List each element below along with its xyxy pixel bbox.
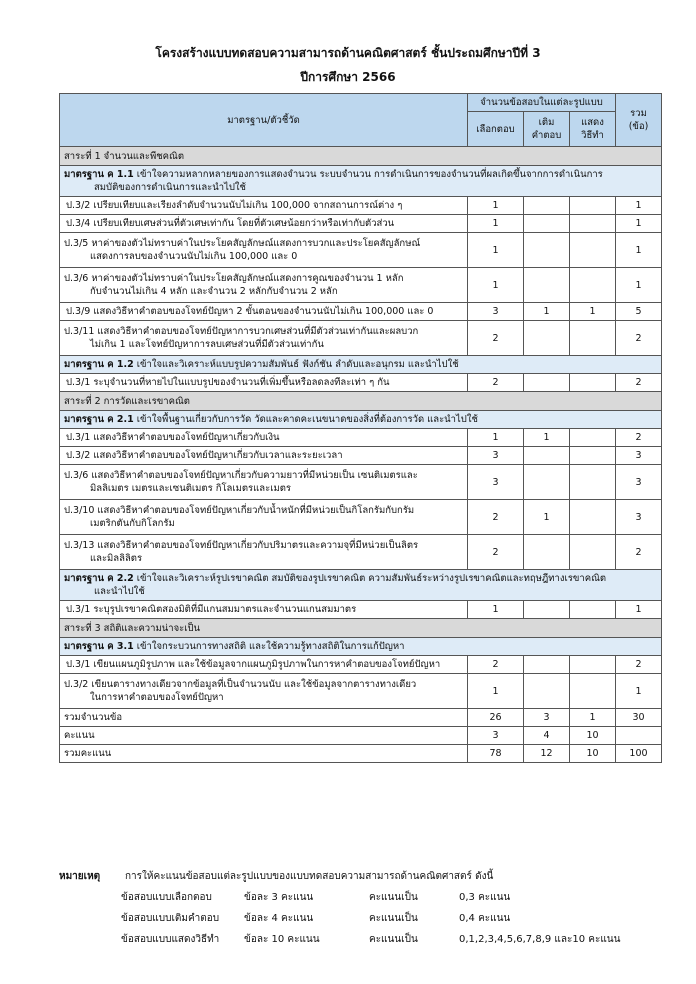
total-count: 1 <box>616 674 662 709</box>
total-count: 1 <box>616 601 662 619</box>
total-count: 5 <box>616 303 662 321</box>
multiple-choice-count: 2 <box>468 535 524 570</box>
indicator-row <box>60 374 662 392</box>
indicator-text <box>60 674 468 709</box>
fill-answer-count: 1 <box>524 303 570 321</box>
total-count: 1 <box>616 233 662 268</box>
show-work-count <box>570 447 616 465</box>
strand-row <box>60 147 662 166</box>
multiple-choice-count: 2 <box>468 374 524 392</box>
show-work-count <box>570 233 616 268</box>
multiple-choice-count: 1 <box>468 233 524 268</box>
standard-code: มาตรฐาน ค 3.1 <box>64 641 134 652</box>
question-type: ข้อสอบแบบแสดงวิธีทำ <box>121 934 220 945</box>
total-count: 1 <box>616 197 662 215</box>
fill-answer-count <box>524 674 570 709</box>
summary-row <box>60 727 662 745</box>
header-fill-line2: คำตอบ <box>531 130 562 141</box>
total-count: 3 <box>616 447 662 465</box>
test-structure-table <box>59 93 662 763</box>
notes-scoring-row <box>59 908 669 929</box>
indicator-text <box>60 374 468 392</box>
standard-code: มาตรฐาน ค 1.1 <box>64 169 134 180</box>
indicator-text-line1: ป.3/4 เปรียบเทียบเศษส่วนที่ตัวเศษเท่ากัน โดยที่ตัวเศษน้อยกว่าหรือเท่ากับตัวส่วน <box>66 218 395 229</box>
indicator-row <box>60 500 662 535</box>
indicator-text-line1: ป.3/6 หาค่าของตัวไม่ทราบค่าในประโยคสัญลักษณ์แสดงการคูณของจำนวน 1 หลัก <box>64 273 404 284</box>
indicator-text-line2: และมิลลิลิตร <box>90 553 143 564</box>
header-multiple-choice: เลือกตอบ <box>468 112 524 147</box>
strand-row <box>60 392 662 411</box>
indicator-text-line1: ป.3/1 แสดงวิธีหาคำตอบของโจทย์ปัญหาเกี่ยวกับเงิน <box>66 432 280 443</box>
fill-answer-count: 1 <box>524 429 570 447</box>
header-show-line2: วิธีทำ <box>581 130 604 141</box>
indicator-row <box>60 303 662 321</box>
total-count: 3 <box>616 500 662 535</box>
score-label: คะแนนเป็น <box>369 913 418 924</box>
indicator-text <box>60 465 468 500</box>
standard-description <box>60 166 662 197</box>
indicator-text-line1: ป.3/5 หาค่าของตัวไม่ทราบค่าในประโยคสัญลักษณ์แสดงการบวกและประโยคสัญลักษณ์ <box>64 238 421 249</box>
indicator-text <box>60 447 468 465</box>
standard-text-line2: และนำไปใช้ <box>94 586 145 597</box>
standard-row <box>60 166 662 197</box>
notes-heading: หมายเหตุ <box>59 871 101 882</box>
indicator-text <box>60 268 468 303</box>
indicator-text-line1: ป.3/1 ระบุจำนวนที่หายไปในแบบรูปของจำนวนที่เพิ่มขึ้นหรือลดลงทีละเท่า ๆ กัน <box>66 377 390 388</box>
header-item-count-group: จำนวนข้อสอบในแต่ละรูปแบบ <box>468 94 616 112</box>
multiple-choice-count: 1 <box>468 674 524 709</box>
header-total-line2: (ข้อ) <box>628 121 649 132</box>
header-fill-line1: เติม <box>538 117 555 128</box>
summary-row <box>60 745 662 763</box>
strand-label: สาระที่ 3 สถิติและความน่าจะเป็น <box>60 619 662 638</box>
total-count: 2 <box>616 374 662 392</box>
summary-row <box>60 709 662 727</box>
multiple-choice-count: 1 <box>468 215 524 233</box>
fill-answer-count: 1 <box>524 500 570 535</box>
notes-section <box>59 866 669 950</box>
summary-show-work: 10 <box>570 745 616 763</box>
multiple-choice-count: 1 <box>468 268 524 303</box>
show-work-count <box>570 197 616 215</box>
standard-text-line2: สมบัติของการดำเนินการและนำไปใช้ <box>94 182 246 193</box>
summary-total: 100 <box>616 745 662 763</box>
header-total <box>616 94 662 147</box>
standard-text-line1: เข้าใจและวิเคราะห์รูปเรขาคณิต สมบัติของรูปเรขาคณิต ความสัมพันธ์ระหว่างรูปเรขาคณิตและทฤษฎีทางเรขาคณิต <box>133 573 607 584</box>
notes-scoring-row <box>59 887 669 908</box>
standard-row <box>60 411 662 429</box>
page-title: โครงสร้างแบบทดสอบความสามารถด้านคณิตศาสตร์ ชั้นประถมศึกษาปีที่ 3 <box>155 46 541 60</box>
show-work-count <box>570 268 616 303</box>
indicator-text <box>60 321 468 356</box>
indicator-text <box>60 233 468 268</box>
indicator-text <box>60 535 468 570</box>
standard-text-line1: เข้าใจและวิเคราะห์แบบรูปความสัมพันธ์ ฟังก์ชัน ลำดับและอนุกรม และนำไปใช้ <box>133 359 459 370</box>
strand-label: สาระที่ 2 การวัดและเรขาคณิต <box>60 392 662 411</box>
summary-multiple-choice: 26 <box>468 709 524 727</box>
indicator-row <box>60 215 662 233</box>
total-count: 2 <box>616 321 662 356</box>
score-label: คะแนนเป็น <box>369 892 418 903</box>
show-work-count <box>570 500 616 535</box>
indicator-text <box>60 197 468 215</box>
multiple-choice-count: 3 <box>468 303 524 321</box>
multiple-choice-count: 2 <box>468 500 524 535</box>
score-values: 0,3 คะแนน <box>459 892 511 903</box>
header-fill-answer <box>524 112 570 147</box>
indicator-text-line1: ป.3/2 เปรียบเทียบและเรียงลำดับจำนวนนับไม่เกิน 100,000 จากสถานการณ์ต่าง ๆ <box>66 200 403 211</box>
fill-answer-count <box>524 447 570 465</box>
standard-description <box>60 411 662 429</box>
indicator-text <box>60 215 468 233</box>
total-count: 2 <box>616 429 662 447</box>
page-subtitle-year: ปีการศึกษา 2566 <box>300 70 396 84</box>
fill-answer-count <box>524 233 570 268</box>
multiple-choice-count: 3 <box>468 447 524 465</box>
indicator-text-line2: ไม่เกิน 1 และโจทย์ปัญหาการลบเศษส่วนที่มีตัวส่วนเท่ากัน <box>90 339 324 350</box>
fill-answer-count <box>524 601 570 619</box>
summary-label: คะแนน <box>60 727 468 745</box>
standard-row <box>60 570 662 601</box>
standard-code: มาตรฐาน ค 2.2 <box>64 573 134 584</box>
indicator-row <box>60 535 662 570</box>
fill-answer-count <box>524 268 570 303</box>
strand-label: สาระที่ 1 จำนวนและพีชคณิต <box>60 147 662 166</box>
standard-text-line1: เข้าใจพื้นฐานเกี่ยวกับการวัด วัดและคาดคะเนขนาดของสิ่งที่ต้องการวัด และนำไปใช้ <box>133 414 478 425</box>
summary-fill-answer: 12 <box>524 745 570 763</box>
question-type: ข้อสอบแบบเลือกตอบ <box>121 892 212 903</box>
standard-text-line1: เข้าใจความหลากหลายของการแสดงจำนวน ระบบจำนวน การดำเนินการของจำนวนที่ผลเกิดขึ้นจากการดำเนินการ <box>133 169 603 180</box>
standard-text-line1: เข้าใจกระบวนการทางสถิติ และใช้ความรู้ทางสถิติในการแก้ปัญหา <box>133 641 405 652</box>
indicator-text-line2: ในการหาคำตอบของโจทย์ปัญหา <box>90 692 224 703</box>
indicator-row <box>60 656 662 674</box>
total-count: 2 <box>616 656 662 674</box>
question-type: ข้อสอบแบบเติมคำตอบ <box>121 913 220 924</box>
fill-answer-count <box>524 197 570 215</box>
indicator-text-line1: ป.3/10 แสดงวิธีหาคำตอบของโจทย์ปัญหาเกี่ยวกับน้ำหนักที่มีหน่วยเป็นกิโลกรัมกับกรัม <box>64 505 415 516</box>
multiple-choice-count: 1 <box>468 429 524 447</box>
show-work-count <box>570 374 616 392</box>
indicator-text-line1: ป.3/11 แสดงวิธีหาคำตอบของโจทย์ปัญหาการบวกเศษส่วนที่มีตัวส่วนเท่ากันและผลบวก <box>64 326 419 337</box>
fill-answer-count <box>524 656 570 674</box>
indicator-text-line2: เมตริกตันกับกิโลกรัม <box>90 518 175 529</box>
indicator-text-line2: แสดงการลบของจำนวนนับไม่เกิน 100,000 และ 0 <box>90 251 298 262</box>
multiple-choice-count: 2 <box>468 321 524 356</box>
summary-show-work: 10 <box>570 727 616 745</box>
indicator-row <box>60 465 662 500</box>
score-label: คะแนนเป็น <box>369 934 418 945</box>
summary-show-work: 1 <box>570 709 616 727</box>
notes-intro: การให้คะแนนข้อสอบแต่ละรูปแบบของแบบทดสอบความสามารถด้านคณิตศาสตร์ ดังนี้ <box>125 871 494 882</box>
multiple-choice-count: 1 <box>468 601 524 619</box>
points-per-item: ข้อละ 10 คะแนน <box>244 934 320 945</box>
indicator-text-line2: มิลลิเมตร เมตรและเซนติเมตร กิโลเมตรและเมตร <box>90 483 291 494</box>
indicator-text-line1: ป.3/1 ระบุรูปเรขาคณิตสองมิติที่มีแกนสมมาตรและจำนวนแกนสมมาตร <box>66 604 357 615</box>
score-values: 0,1,2,3,4,5,6,7,8,9 และ10 คะแนน <box>459 934 621 945</box>
indicator-text-line1: ป.3/13 แสดงวิธีหาคำตอบของโจทย์ปัญหาเกี่ยวกับปริมาตรและความจุที่มีหน่วยเป็นลิตร <box>64 540 419 551</box>
indicator-text-line1: ป.3/9 แสดงวิธีหาคำตอบของโจทย์ปัญหา 2 ขั้นตอนของจำนวนนับไม่เกิน 100,000 และ 0 <box>66 306 434 317</box>
standard-code: มาตรฐาน ค 2.1 <box>64 414 134 425</box>
fill-answer-count <box>524 465 570 500</box>
indicator-row <box>60 447 662 465</box>
standard-description <box>60 356 662 374</box>
summary-fill-answer: 3 <box>524 709 570 727</box>
total-count: 2 <box>616 535 662 570</box>
indicator-row <box>60 601 662 619</box>
standard-code: มาตรฐาน ค 1.2 <box>64 359 134 370</box>
total-count: 1 <box>616 268 662 303</box>
summary-fill-answer: 4 <box>524 727 570 745</box>
standard-row <box>60 356 662 374</box>
score-values: 0,4 คะแนน <box>459 913 511 924</box>
indicator-text-line1: ป.3/2 แสดงวิธีหาคำตอบของโจทย์ปัญหาเกี่ยวกับเวลาและระยะเวลา <box>66 450 343 461</box>
fill-answer-count <box>524 321 570 356</box>
strand-row <box>60 619 662 638</box>
multiple-choice-count: 3 <box>468 465 524 500</box>
indicator-text <box>60 601 468 619</box>
indicator-text-line1: ป.3/2 เขียนตารางทางเดียวจากข้อมูลที่เป็นจำนวนนับ และใช้ข้อมูลจากตารางทางเดียว <box>64 679 417 690</box>
show-work-count <box>570 601 616 619</box>
indicator-row <box>60 268 662 303</box>
show-work-count <box>570 321 616 356</box>
indicator-text-line1: ป.3/1 เขียนแผนภูมิรูปภาพ และใช้ข้อมูลจากแผนภูมิรูปภาพในการหาคำตอบของโจทย์ปัญหา <box>66 659 441 670</box>
fill-answer-count <box>524 215 570 233</box>
show-work-count <box>570 656 616 674</box>
indicator-row <box>60 429 662 447</box>
indicator-row <box>60 233 662 268</box>
header-total-line1: รวม <box>630 108 647 119</box>
indicator-text <box>60 656 468 674</box>
header-standard: มาตรฐาน/ตัวชี้วัด <box>60 94 468 147</box>
standard-description <box>60 638 662 656</box>
summary-label: รวมคะแนน <box>60 745 468 763</box>
indicator-row <box>60 321 662 356</box>
summary-total <box>616 727 662 745</box>
summary-total: 30 <box>616 709 662 727</box>
summary-multiple-choice: 78 <box>468 745 524 763</box>
total-count: 3 <box>616 465 662 500</box>
show-work-count <box>570 215 616 233</box>
show-work-count <box>570 674 616 709</box>
show-work-count <box>570 429 616 447</box>
fill-answer-count <box>524 535 570 570</box>
indicator-text-line1: ป.3/6 แสดงวิธีหาคำตอบของโจทย์ปัญหาเกี่ยวกับความยาวที่มีหน่วยเป็น เซนติเมตรและ <box>64 470 418 481</box>
fill-answer-count <box>524 374 570 392</box>
total-count: 1 <box>616 215 662 233</box>
indicator-row <box>60 197 662 215</box>
notes-scoring-row <box>59 929 669 950</box>
header-show-line1: แสดง <box>581 117 604 128</box>
indicator-text <box>60 429 468 447</box>
indicator-text <box>60 303 468 321</box>
points-per-item: ข้อละ 3 คะแนน <box>244 892 314 903</box>
standard-description <box>60 570 662 601</box>
summary-multiple-choice: 3 <box>468 727 524 745</box>
summary-label: รวมจำนวนข้อ <box>60 709 468 727</box>
points-per-item: ข้อละ 4 คะแนน <box>244 913 314 924</box>
standard-row <box>60 638 662 656</box>
indicator-row <box>60 674 662 709</box>
header-show-work <box>570 112 616 147</box>
show-work-count <box>570 465 616 500</box>
multiple-choice-count: 2 <box>468 656 524 674</box>
indicator-text <box>60 500 468 535</box>
show-work-count: 1 <box>570 303 616 321</box>
show-work-count <box>570 535 616 570</box>
indicator-text-line2: กับจำนวนไม่เกิน 4 หลัก และจำนวน 2 หลักกับจำนวน 2 หลัก <box>90 286 338 297</box>
multiple-choice-count: 1 <box>468 197 524 215</box>
